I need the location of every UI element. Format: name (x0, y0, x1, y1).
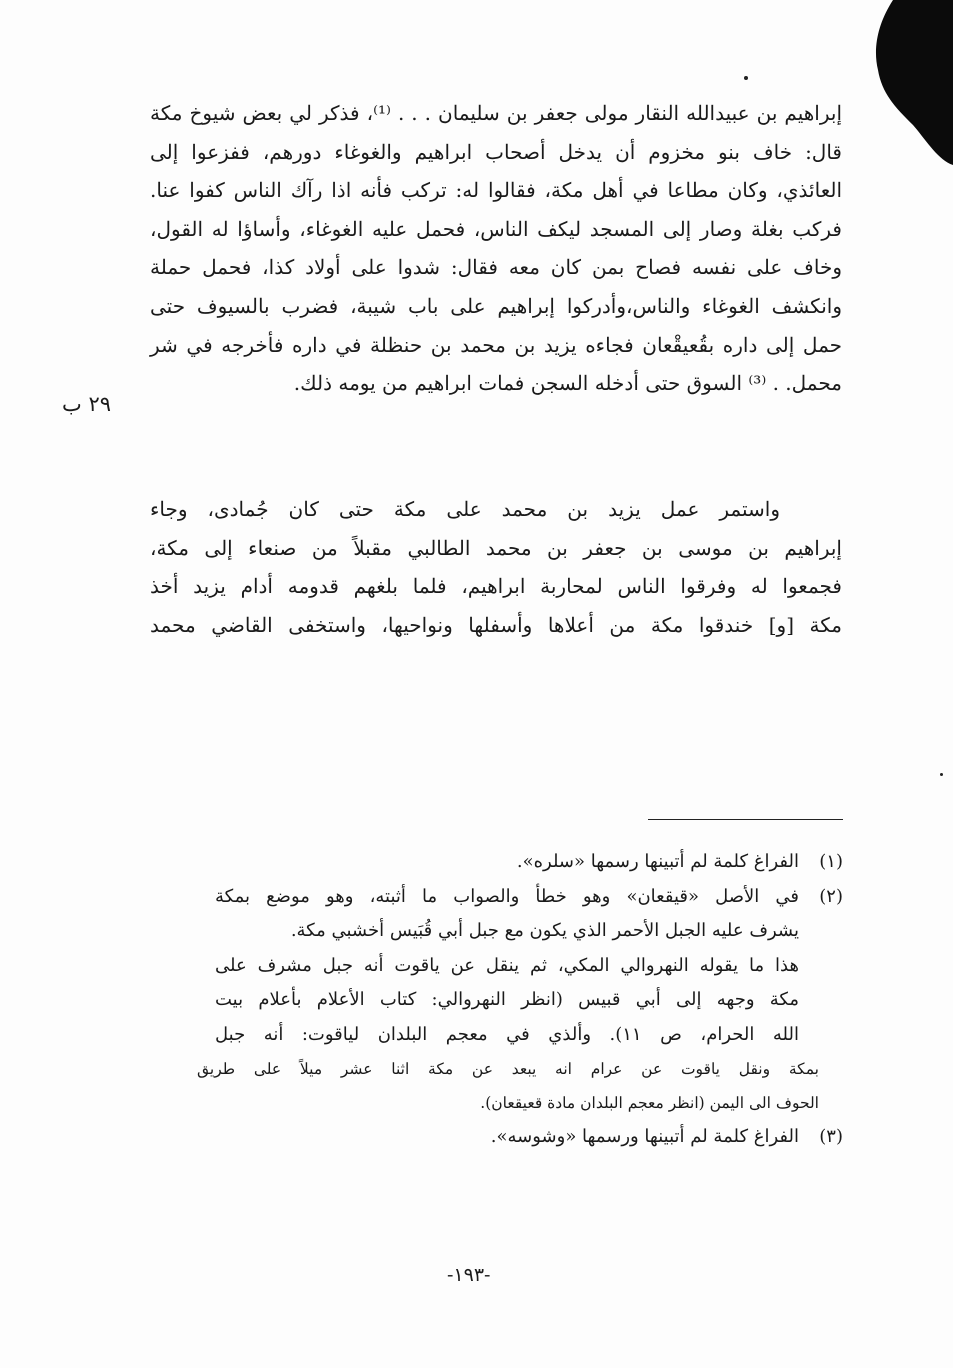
footnote-line: مكة وجهه إلى أبي قبيس (انظر النهروالي: كتاب الأعلام بأعلام بيت (215, 989, 799, 1010)
footnote-3 (215, 1120, 843, 1155)
footnote-line: الفراغ كلمة لم أتبينها ورسمها «وشوسه». (490, 1126, 799, 1147)
footnotes (197, 845, 843, 1155)
text-line: العائذي، وكان مطاعا في أهل مكة، فقالوا له: تركب فأنه اذا رآك الناس كفوا عنا. (150, 178, 842, 203)
main-paragraph-2 (150, 490, 842, 644)
text-line: فجمعوا له وفرقوا الناس لمحاربة ابراهيم، فلما بلغهم قدومه أدام يزيد أخذ (150, 574, 842, 599)
footnote-number: (١) (819, 851, 843, 872)
footnote-line: هذا ما يقوله النهروالي المكي، ثم ينقل عن ياقوت أنه جبل مشرف على (215, 954, 799, 976)
footnote-line-small: بمكة ونقل ياقوت عن عرام انه يبعد عن مكة اثنا عشر ميلاً على طريق (197, 1060, 819, 1078)
text-line: مكة [و] خندقوا مكة من أعلاها وأسفلها ونواحيها، واستخفى القاضي محمد (150, 612, 842, 637)
footnote-1 (215, 845, 843, 880)
text-line: وخاف على نفسه فصاح بمن كان معه فقال: شدوا على أولاد كذا، فحمل حملة (150, 255, 842, 280)
footnote-line-small: الحوف الى اليمن (انظر معجم البلدان مادة قعيقعان). (480, 1094, 819, 1112)
text-line: حمل إلى داره بقُعيقْعان فجاءه يزيد بن محمد بن حنظلة في داره فأخرجه في شر (150, 332, 842, 357)
text-line: وانكشف الغوغاء والناس،وأدركوا إبراهيم على باب شيبة، فضرب بالسيوف حتى (150, 293, 842, 318)
footnote-separator (648, 819, 843, 820)
text-line: قال: خاف بنو مخزوم أن يدخل أصحاب ابراهيم والغوغاء دورهم، ففزعوا إلى (150, 139, 842, 164)
text-line: إبراهيم بن موسى بن جعفر بن محمد الطالبي مقبلاً من صنعاء إلى مكة، (150, 535, 842, 560)
torn-corner-mark (868, 0, 953, 165)
footnote-line: الفراغ كلمة لم أتبينها رسمها «سلره». (516, 851, 799, 872)
footnote-number: (٢) (819, 885, 843, 907)
ink-speck (744, 76, 748, 80)
main-paragraph-1 (150, 94, 842, 403)
text-line: واستمر عمل يزيد بن محمد على مكة حتى كان جُمادى، وجاء (150, 497, 780, 521)
text-line: فركب بغلة وصار إلى المسجد ليكف الناس، فحمل عليه الغوغاء، وأساؤا له القول، (150, 216, 842, 241)
footnote-line: يشرف عليه الجبل الأحمر الذي يكون مع جبل أبي قُبَيس أخشبي مكة. (290, 920, 799, 941)
page-number: -١٩٣- (447, 1264, 491, 1286)
text-line: محمل. . ⁽³⁾ السوق حتى أدخله السجن فمات ابراهيم من يومه ذلك. (293, 371, 842, 396)
ink-speck (940, 773, 943, 776)
footnote-line: الله الحرام، ص ١١). وألذي في معجم البلدان لياقوت: أنه جبل (215, 1023, 799, 1045)
margin-folio-note: ٢٩ ب (62, 392, 112, 416)
footnote-number: (٣) (819, 1126, 843, 1147)
footnote-2 (197, 880, 843, 1121)
text-line: إبراهيم بن عبيدالله النقار مولى جعفر بن سليمان . . . ⁽¹⁾، فذكر لي بعض شيوخ مكة (150, 101, 843, 125)
footnote-line: في الأصل «قيقعان» وهو خطأ والصواب ما أثبته، وهو موضع بمكة (215, 885, 799, 907)
